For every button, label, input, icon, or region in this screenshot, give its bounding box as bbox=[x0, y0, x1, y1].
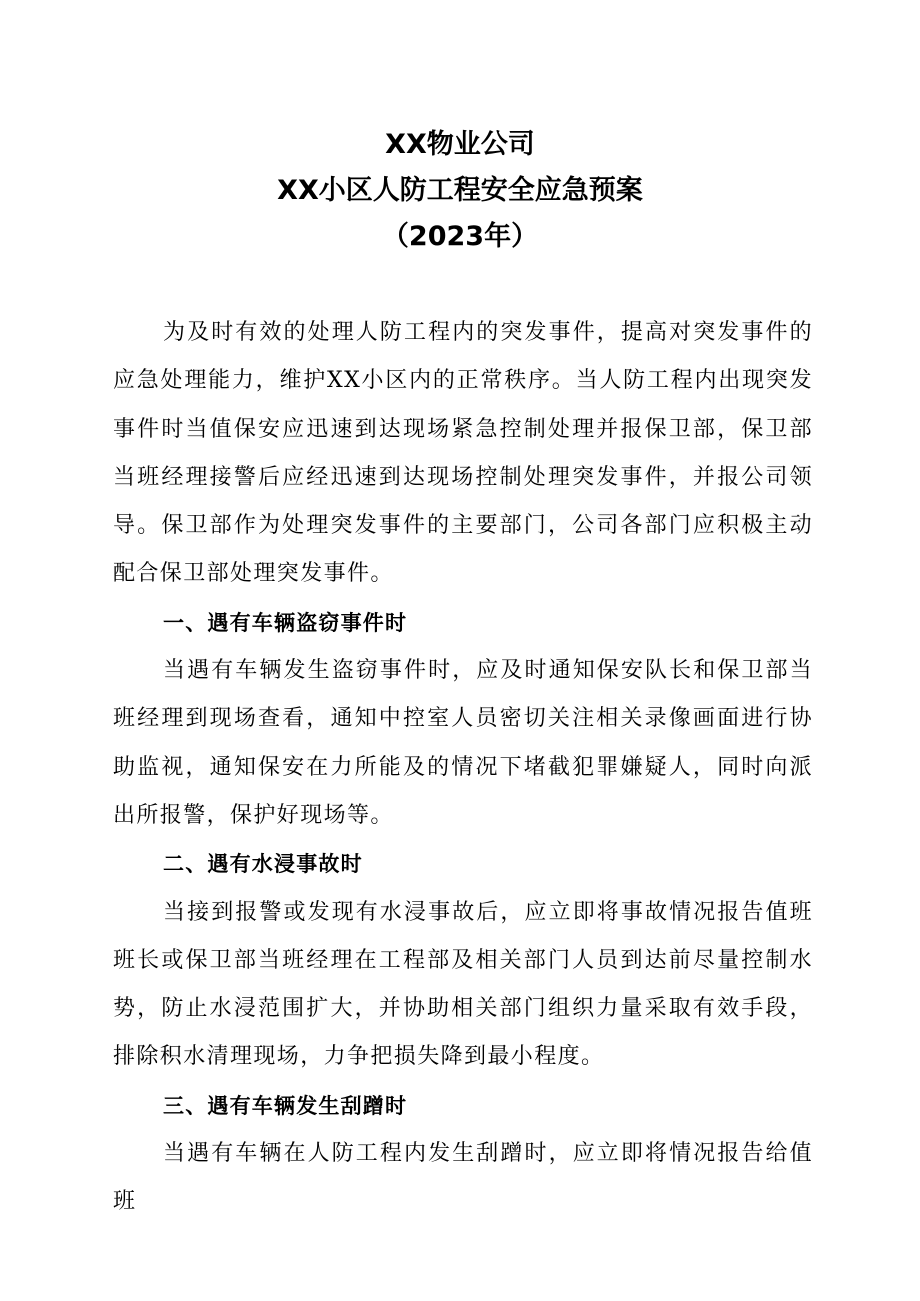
intro-paragraph: 为及时有效的处理人防工程内的突发事件，提高对突发事件的应急处理能力，维护XX小区内的正常秩序。当人防工程内出现突发事件时当值保安应迅速到达现场紧急控制处理并报保卫部，保卫部当班经理接警后应经迅速到达现场控制处理突发事件，并报公司领导。保卫部作为处理突发事件的主要部门，公司各部门应积极主动配合保卫部处理突发事件。 bbox=[113, 320, 813, 587]
company-name: XX物业公司 bbox=[385, 129, 535, 160]
section-body-vehicle-scrape: 当遇有车辆在人防工程内发生刮蹭时，应立即将情况报告给值班 bbox=[113, 1141, 813, 1215]
document-title-block bbox=[0, 122, 920, 260]
section-heading-flooding: 二、遇有水浸事故时 bbox=[163, 852, 363, 877]
section-heading-vehicle-theft: 一、遇有车辆盗窃事件时 bbox=[163, 610, 408, 635]
section-body-flooding: 当接到报警或发现有水浸事故后，应立即将事故情况报告值班班长或保卫部当班经理在工程部及相关部门人员到达前尽量控制水势，防止水浸范围扩大，并协助相关部门组织力量采取有效手段，排除积水清理现场，力争把损失降到最小程度。 bbox=[113, 899, 813, 1070]
document-body bbox=[113, 309, 813, 1227]
section-heading-vehicle-scrape: 三、遇有车辆发生刮蹭时 bbox=[163, 1093, 408, 1118]
section-body-vehicle-theft: 当遇有车辆发生盗窃事件时，应及时通知保安队长和保卫部当班经理到现场查看，通知中控室人员密切关注相关录像画面进行协助监视，通知保安在力所能及的情况下堵截犯罪嫌疑人，同时向派出所报警，保护好现场等。 bbox=[113, 658, 813, 828]
plan-year: （2023年） bbox=[381, 221, 539, 252]
plan-title: XX小区人防工程安全应急预案 bbox=[277, 175, 643, 206]
